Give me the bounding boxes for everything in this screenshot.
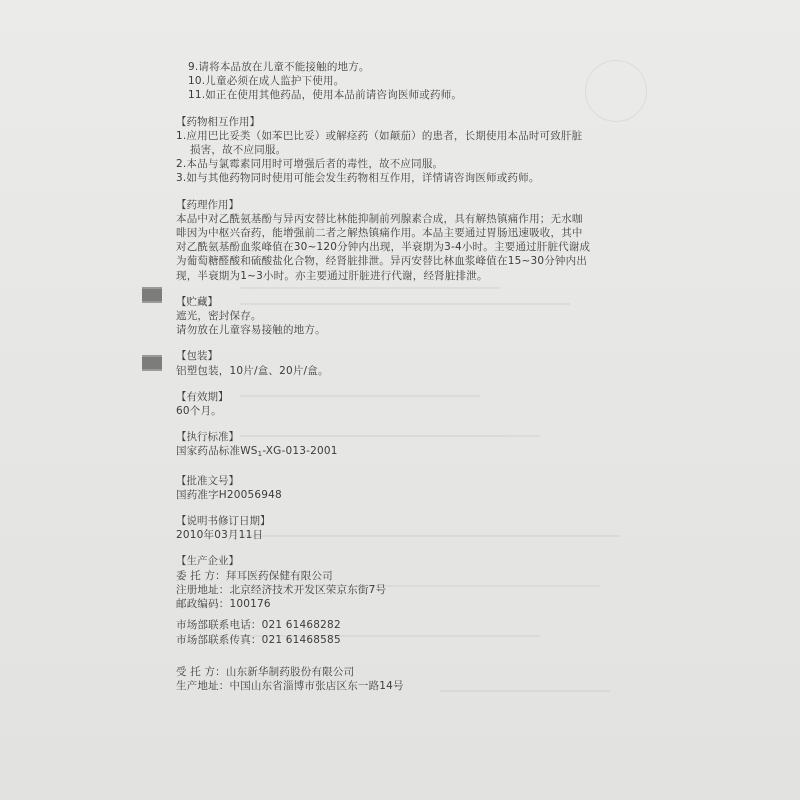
pharmacology-line: 对乙酰氨基酚血浆峰值在30~120分钟内出现，半衰期为3-4小时。主要通过肝脏代谢成: [176, 241, 591, 254]
precaution-item: 9.请将本品放在儿童不能接触的地方。: [188, 61, 370, 73]
pharmacology-line: 啡因为中枢兴奋药，能增强前二者之解热镇痛作用。本品主要通过胃肠迅速吸收，其中: [176, 227, 583, 240]
manufacturer-line: 注册地址：北京经济技术开发区荣京东街7号: [176, 583, 387, 596]
section-heading-standard: 【执行标准】: [176, 431, 239, 444]
section-heading-revision: 【说明书修订日期】: [176, 515, 271, 528]
section-heading-approval: 【批准文号】: [176, 474, 239, 487]
packaging-line: 铝塑包装，10片/盒、20片/盒。: [176, 364, 329, 377]
pharmacology-line: 为葡萄糖醛酸和硫酸盐化合物，经肾脏排泄。异丙安替比林血浆峰值在15~30分钟内出: [176, 255, 588, 268]
section-heading-interactions: 【药物相互作用】: [176, 115, 260, 128]
contractor-line: 生产地址：中国山东省淄博市张店区东一路14号: [176, 679, 404, 692]
contact-phone: 市场部联系电话：021 61468282: [176, 619, 341, 632]
precaution-item: 11.如正在使用其他药品，使用本品前请咨询医师或药师。: [188, 89, 463, 102]
standard-prefix: 国家药品标准WS: [176, 445, 258, 458]
approval-number: 国药准字H20056948: [176, 488, 282, 501]
precaution-item: 10.儿童必须在成人监护下使用。: [188, 75, 345, 88]
section-heading-packaging: 【包装】: [176, 350, 218, 363]
validity-line: 60个月。: [176, 405, 222, 418]
margin-tab-mark: [142, 355, 162, 371]
standard-suffix: -XG-013-2001: [262, 445, 338, 458]
contractor-line: 受 托 方：山东新华制药股份有限公司: [176, 665, 355, 678]
margin-tab-mark: [142, 287, 162, 303]
interaction-line: 2.本品与氯霉素同用时可增强后者的毒性，故不应同服。: [176, 158, 444, 171]
standard-line: [176, 444, 646, 461]
manufacturer-line: 委 托 方：拜耳医药保健有限公司: [176, 569, 333, 582]
interaction-line: 1.应用巴比妥类（如苯巴比妥）或解痉药（如颠茄）的患者，长期使用本品时可致肝脏: [176, 129, 583, 142]
revision-date: 2010年03月11日: [176, 529, 264, 542]
contact-fax: 市场部联系传真：021 61468585: [176, 633, 341, 646]
section-heading-pharmacology: 【药理作用】: [176, 198, 239, 211]
section-heading-manufacturer: 【生产企业】: [176, 555, 239, 568]
interaction-line: 损害，故不应同服。: [190, 144, 287, 157]
manufacturer-line: 邮政编码：100176: [176, 598, 271, 611]
pharmacology-line: 现，半衰期为1~3小时。亦主要通过肝脏进行代谢，经肾脏排泄。: [176, 269, 488, 282]
standard-subscript: 1: [257, 450, 263, 459]
pharmacology-line: 本品中对乙酰氨基酚与异丙安替比林能抑制前列腺素合成，具有解热镇痛作用；无水咖: [176, 212, 583, 225]
storage-line: 请勿放在儿童容易接触的地方。: [176, 324, 326, 337]
storage-line: 遮光，密封保存。: [176, 310, 262, 323]
leaflet-text: [176, 60, 646, 693]
section-heading-storage: 【贮藏】: [176, 295, 218, 308]
section-heading-validity: 【有效期】: [176, 390, 229, 403]
interaction-line: 3.如与其他药物同时使用可能会发生药物相互作用，详情请咨询医师或药师。: [176, 172, 540, 185]
